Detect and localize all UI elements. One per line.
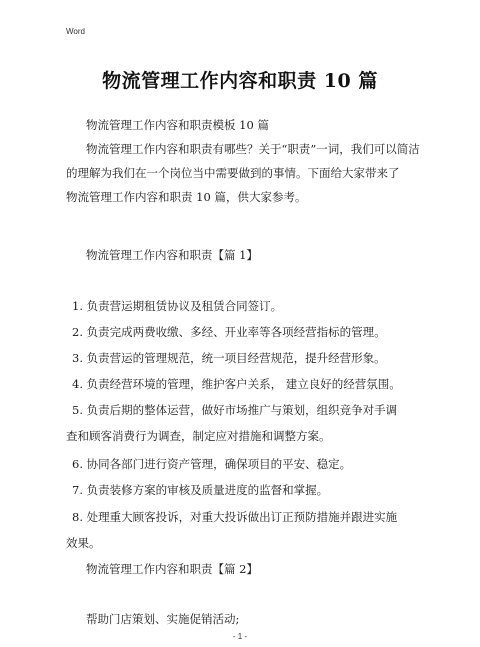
page-number: - 1 - xyxy=(232,632,248,641)
list-item-5-continuation: 查和顾客消费行为调查，制定应对措施和调整方案。 xyxy=(66,429,331,443)
intro-line-2: 的理解为我们在一个岗位当中需要做到的事情。下面给大家带来了 xyxy=(66,166,400,180)
section2-paragraph: 帮助门店策划、实施促销活动; xyxy=(86,612,240,626)
list-item-3: 3. 负责营运的管理规范，统一项目经营规范，提升经营形象。 xyxy=(72,351,386,365)
list-item-8: 8. 处理重大顾客投诉，对重大投诉做出订正预防措施并跟进实施 xyxy=(72,510,398,524)
list-item-8-continuation: 效果。 xyxy=(66,536,101,550)
list-item-4: 4. 负责经营环境的管理，维护客户关系， 建立良好的经营氛围。 xyxy=(72,377,401,391)
intro-line-1: 物流管理工作内容和职责有哪些？关于“职责”一词，我们可以简洁 xyxy=(86,142,420,156)
section1-heading: 物流管理工作内容和职责【篇 1】 xyxy=(86,248,258,262)
list-item-2: 2. 负责完成两费收缴、多经、开业率等各项经营指标的管理。 xyxy=(72,325,386,339)
header-app-label: Word xyxy=(66,27,85,36)
list-item-5: 5. 负责后期的整体运营，做好市场推广与策划，组织竞争对手调 xyxy=(72,403,398,417)
intro-line-3: 物流管理工作内容和职责 10 篇，供大家参考。 xyxy=(66,190,307,204)
list-item-7: 7. 负责装修方案的审核及质量进度的监督和掌握。 xyxy=(72,483,329,497)
document-title: 物流管理工作内容和职责 10 篇 xyxy=(102,70,378,92)
list-item-1: 1. 负责营运期租赁协议及租赁合同签订。 xyxy=(72,299,283,313)
document-subtitle: 物流管理工作内容和职责模板 10 篇 xyxy=(86,118,269,132)
list-item-6: 6. 协同各部门进行资产管理，确保项目的平安、稳定。 xyxy=(72,457,352,471)
section2-heading: 物流管理工作内容和职责【篇 2】 xyxy=(86,562,258,576)
